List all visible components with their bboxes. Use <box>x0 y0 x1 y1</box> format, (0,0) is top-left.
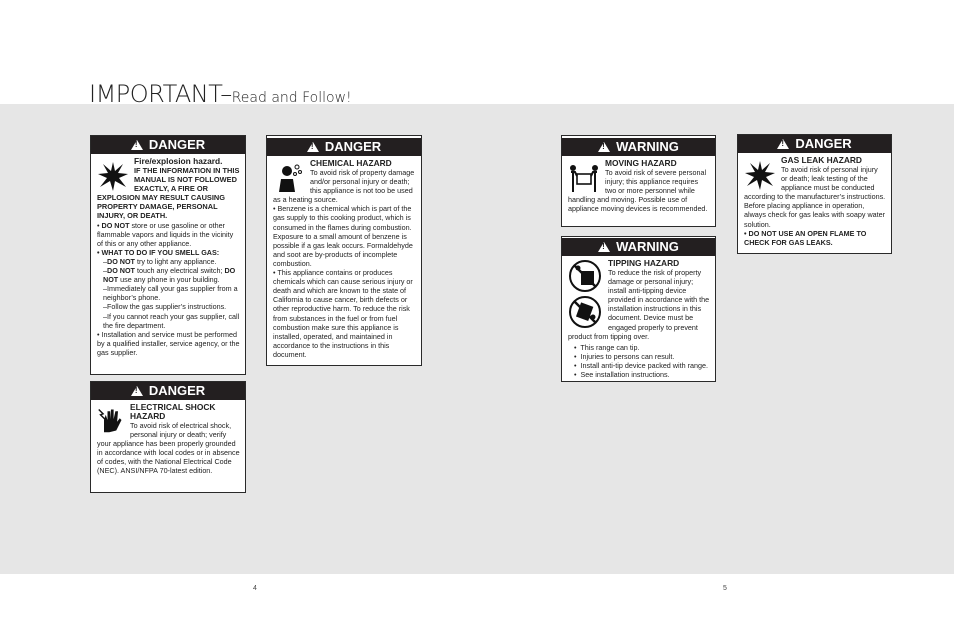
chemical-danger-box <box>266 135 422 366</box>
danger-header: !DANGER <box>738 135 891 153</box>
electrical-text: To avoid risk of electrical shock, personal injury or death; verify your appliance has been properly grounded in accordance with local codes or in absence of codes, with the National Electrical Code (NEC). ANSI/NFPA 70-latest edition. <box>97 421 240 476</box>
warning-header: !WARNING <box>562 138 715 156</box>
fire-bullet-2: • WHAT TO DO IF YOU SMELL GAS: <box>97 247 220 257</box>
explosion-icon <box>744 159 776 191</box>
list-item: • This range can tip. <box>574 342 640 352</box>
fire-bullet-1: • DO NOT store or use gasoline or other flammable vapors and liquids in the vicinity of this or any other appliance. <box>97 220 234 248</box>
warning-triangle-icon <box>777 139 789 149</box>
fire-heading: Fire/explosion hazard. <box>134 156 223 166</box>
fire-sub-4: –Follow the gas supplier’s instructions. <box>103 302 227 312</box>
electrical-heading: ELECTRICAL SHOCK HAZARD <box>130 402 216 421</box>
gas-bullet: • DO NOT USE AN OPEN FLAME TO CHECK FOR GAS LEAKS. <box>744 228 867 247</box>
warning-triangle-icon <box>131 386 143 396</box>
moving-heading: MOVING HAZARD <box>605 158 677 168</box>
explosion-icon <box>97 160 129 192</box>
fire-bullet-3: • Installation and service must be performed by a qualified installer, service agency, or the gas supplier. <box>97 329 240 357</box>
warning-triangle-icon <box>598 242 610 252</box>
electrical-danger-box <box>90 381 246 493</box>
list-item: • Injuries to persons can result. <box>574 351 675 361</box>
fire-intro: IF THE INFORMATION IN THIS MANUAL IS NOT FOLLOWED EXACTLY, A FIRE OR EXPLOSION MAY RESULT CAUSING PROPERTY DAMAGE, PERSONAL INJURY, OR DEATH. <box>97 166 240 221</box>
tipping-list <box>568 343 710 379</box>
page-subtitle: Read and Follow! <box>231 90 352 106</box>
warning-triangle-icon <box>131 140 143 150</box>
fire-sub-3: –Immediately call your gas supplier from a neighbor’s phone. <box>103 284 238 303</box>
list-item: • Install anti-tip device packed with range. <box>574 360 708 370</box>
danger-header: !DANGER <box>267 138 421 156</box>
danger-header: !DANGER <box>91 382 245 400</box>
chemical-bullet-1: • Benzene is a chemical which is part of the gas supply to this cooking product, which is consumed in the flames during combustion. Exposure to a small amount of benzene is possible if a gas leak occurs. Formaldehyde and soot are by-products of incomplete combustion. <box>273 204 413 268</box>
chemical-heading: CHEMICAL HAZARD <box>310 158 392 168</box>
no-climbing-icon <box>568 259 602 293</box>
tipping-heading: TIPPING HAZARD <box>608 258 680 268</box>
fire-sub-1: –DO NOT try to light any appliance. <box>103 256 217 266</box>
list-item: • See installation instructions. <box>574 370 670 380</box>
warning-triangle-icon <box>307 142 319 152</box>
chemical-person-icon <box>273 162 305 194</box>
tipping-text: To reduce the risk of property damage or personal injury; install anti-tipping device provided in accordance with the installation instructions in this document. Device must be engaged properly to prevent product from tipping over. <box>568 268 710 341</box>
chemical-bullet-2: • This appliance contains or produces chemicals which can cause serious injury or death and which are known to the state of California to cause cancer, birth defects or other reproductive harm. To reduce the risk from substances in the fuel or from fuel combustion make sure this appliance is installed, operated, and maintained in accordance to the instructions in this document. <box>273 268 413 359</box>
gas-leak-danger-box <box>737 134 892 254</box>
chemical-intro: To avoid risk of property damage and/or personal injury or death; this appliance is not too be used as a heating source. <box>273 168 415 205</box>
no-tipping-icon <box>568 295 602 329</box>
fire-sub-2: –DO NOT touch any electrical switch; DO NOT use any phone in your building. <box>103 266 236 285</box>
page-number-left: 4 <box>253 585 257 592</box>
page-number-right: 5 <box>723 585 727 592</box>
warning-triangle-icon <box>598 142 610 152</box>
page-title: IMPORTANT–Read and Follow! <box>89 80 352 108</box>
fire-sub-5: –If you cannot reach your gas supplier, call the fire department. <box>103 311 240 330</box>
electric-shock-hand-icon <box>97 406 125 434</box>
moving-text: To avoid risk of severe personal injury; this appliance requires two or more personnel while handling and moving. Possible use of appliance moving devices is recommended. <box>568 168 708 214</box>
two-person-lift-icon <box>568 162 600 194</box>
danger-header: !DANGER <box>91 136 245 154</box>
tipping-warning-box <box>561 236 716 382</box>
gas-heading: GAS LEAK HAZARD <box>781 155 862 165</box>
warning-header: !WARNING <box>562 238 715 256</box>
gas-text: To avoid risk of personal injury or death; leak testing of the appliance must be conducted according to the manufacturer’s instructions. Before placing appliance in operation, always check for gas leaks with soapy water solution. <box>744 165 886 229</box>
moving-warning-box <box>561 135 716 227</box>
fire-danger-box <box>90 135 246 375</box>
